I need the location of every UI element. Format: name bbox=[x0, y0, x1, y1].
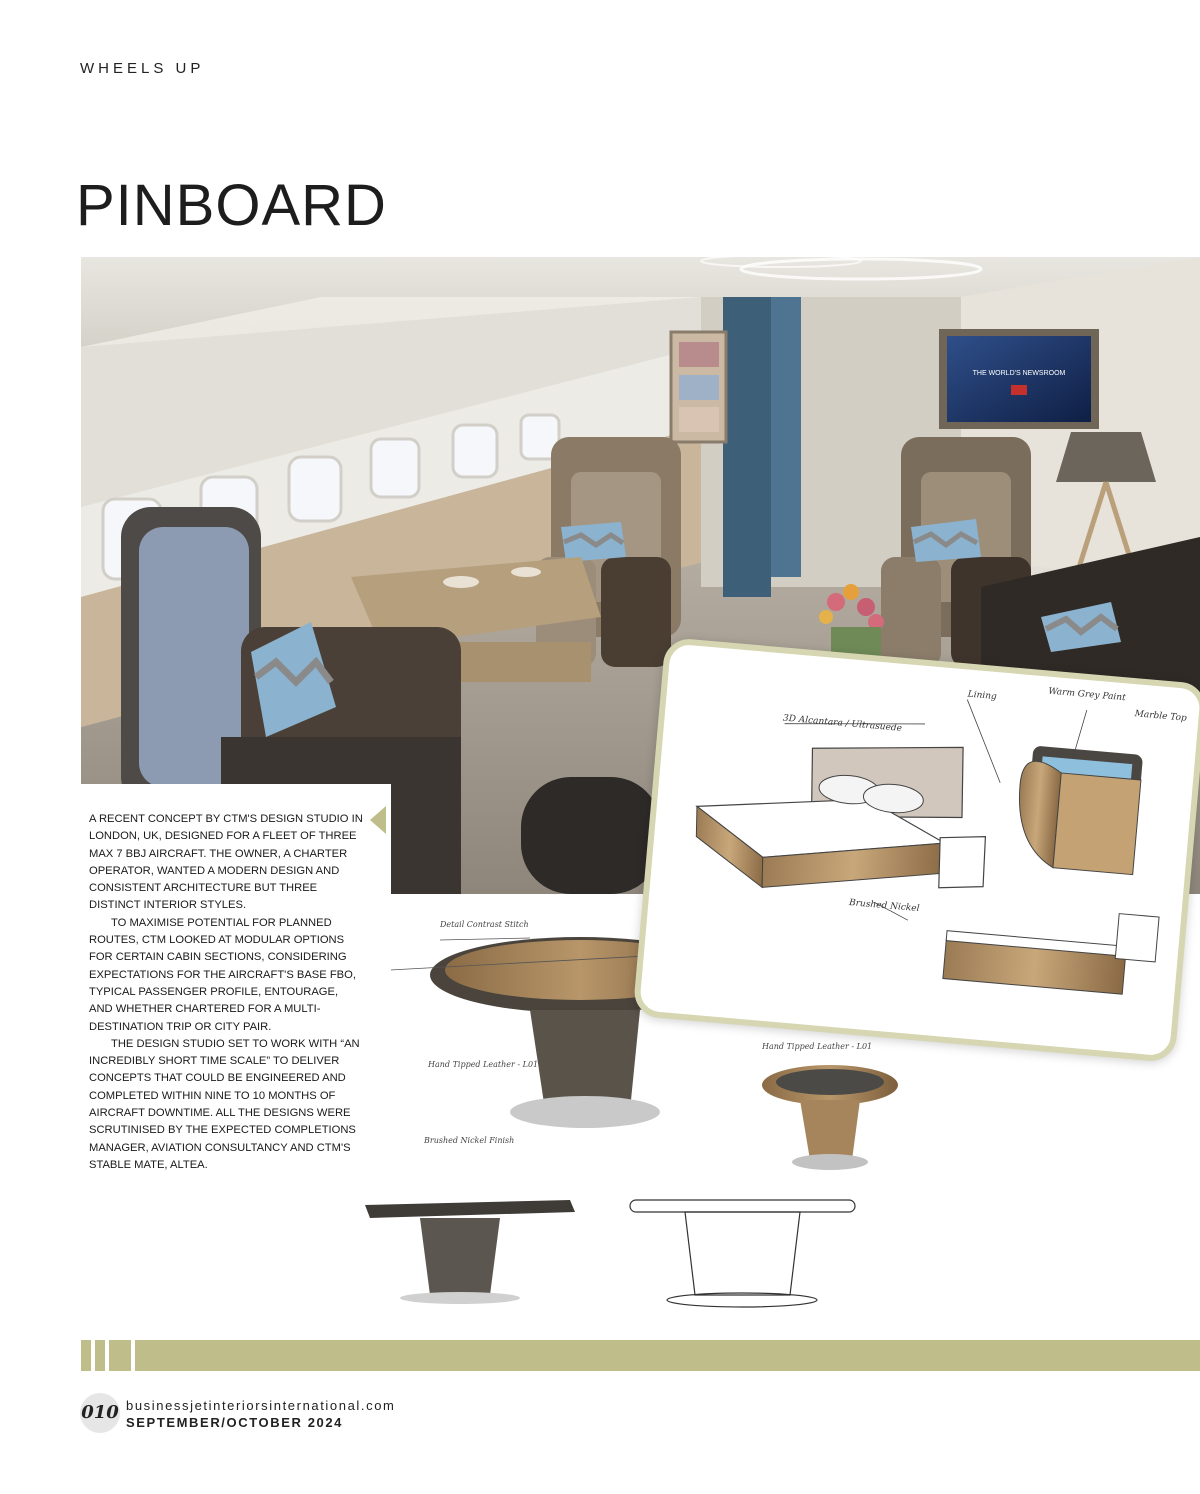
footer-stripe bbox=[135, 1340, 1200, 1371]
footer-stripe bbox=[95, 1340, 105, 1371]
armchair-mid-left bbox=[536, 437, 681, 667]
note-nickel-finish: Brushed Nickel Finish bbox=[424, 1136, 515, 1145]
note-marble: Marble Top bbox=[1134, 709, 1188, 724]
caption-text bbox=[89, 811, 364, 1174]
caption-pointer bbox=[370, 806, 386, 834]
note-brushed-nickel: Brushed Nickel bbox=[848, 898, 920, 915]
bedroom-sketch-card bbox=[632, 637, 1200, 1063]
website-link[interactable]: businessjetinteriorsinternational.com bbox=[126, 1398, 396, 1413]
caption-paragraph: TO MAXIMISE POTENTIAL FOR PLANNED ROUTES, CTM LOOKED AT MODULAR OPTIONS FOR CERTAIN CABIN SECTIONS, CONSIDERING EXPECTATIONS FOR THE AIRCRAFT'S BASE FBO, TYPICAL PASSENGER PROFILE, ENTOURAGE, AND WHETHER CHARTERED FOR A MULTI-DESTINATION TRIP OR CITY PAIR. bbox=[89, 916, 356, 1033]
note-leather-right: Hand Tipped Leather - L01 bbox=[762, 1042, 873, 1051]
page-title: PINBOARD bbox=[76, 173, 387, 238]
note-stitch: Detail Contrast Stitch bbox=[440, 920, 529, 929]
page-number: 010 bbox=[80, 1393, 120, 1433]
section-label: WHEELS UP bbox=[80, 60, 205, 77]
footer-bar bbox=[81, 1340, 1200, 1371]
note-alcantara: 3D Alcantara / Ultrasuede bbox=[782, 713, 903, 734]
tv-caption: THE WORLD'S NEWSROOM bbox=[972, 370, 1066, 377]
note-warm-grey: Warm Grey Paint bbox=[1047, 686, 1127, 704]
footer-stripe bbox=[81, 1340, 91, 1371]
note-lining: Lining bbox=[967, 689, 998, 703]
note-leather-left: Hand Tipped Leather - L01 bbox=[428, 1060, 539, 1069]
issue-date: SEPTEMBER/OCTOBER 2024 bbox=[126, 1415, 344, 1430]
caption-paragraph: THE DESIGN STUDIO SET TO WORK WITH “AN INCREDIBLY SHORT TIME SCALE” TO DELIVER CONCEPTS THAT COULD BE ENGINEERED AND COMPLETED WITHIN NINE TO 10 MONTHS OF AIRCRAFT DOWNTIME. ALL THE DESIGNS WERE SCRUTINISED BY THE EXPECTED COMPLETIONS MANAGER, AVIATION CONSULTANCY AND CTM'S STABLE MATE, ALTEA. bbox=[89, 1037, 360, 1171]
caption-paragraph: A RECENT CONCEPT BY CTM'S DESIGN STUDIO IN LONDON, UK, DESIGNED FOR A FLEET OF THREE MAX 7 BBJ AIRCRAFT. THE OWNER, A CHARTER OPERATOR, WANTED A MODERN DESIGN AND CONSISTENT ARCHITECTURE BUT THREE DISTINCT INTERIOR STYLES. bbox=[89, 813, 363, 912]
footer-stripe bbox=[109, 1340, 131, 1371]
